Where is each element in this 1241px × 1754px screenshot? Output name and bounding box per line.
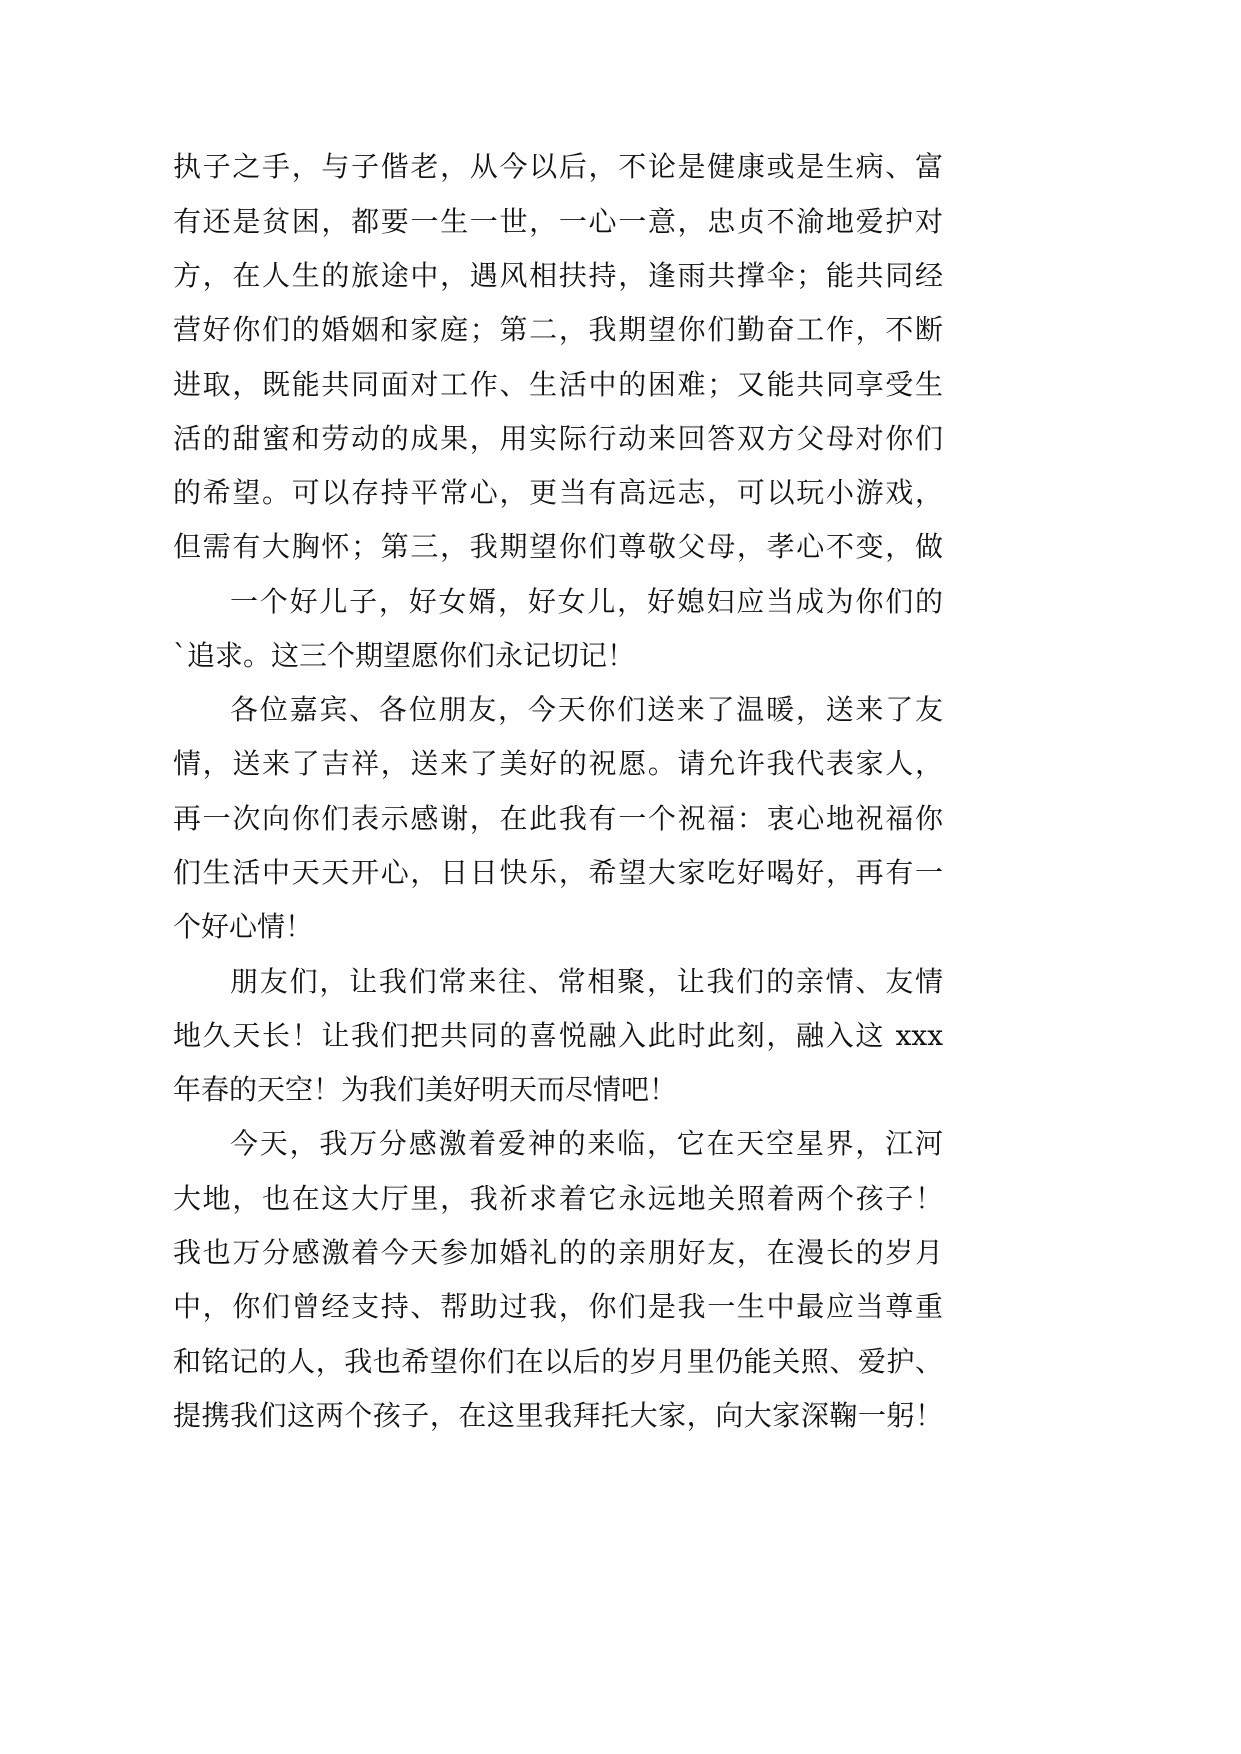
text-line: 再一次向你们表示感谢，在此我有一个祝福：衷心地祝福你	[173, 802, 943, 835]
text-line: 但需有大胸怀；第三，我期望你们尊敬父母，孝心不变，做	[173, 530, 943, 563]
text-line: 情，送来了吉祥，送来了美好的祝愿。请允许我代表家人，	[173, 747, 943, 780]
text-line: 地久天长！让我们把共同的喜悦融入此时此刻，融入这 xxx	[173, 1019, 943, 1052]
text-line: 大地，也在这大厅里，我祈求着它永远地关照着两个孩子！	[173, 1182, 943, 1215]
text-line: 和铭记的人，我也希望你们在以后的岁月里仍能关照、爱护、	[173, 1345, 943, 1378]
text-line: 一个好儿子，好女婿，好女儿，好媳妇应当成为你们的	[230, 585, 943, 618]
paragraph-first-line: 朋友们，让我们常来往、常相聚，让我们的亲情、友情	[230, 965, 943, 998]
text-line: 年春的天空！为我们美好明天而尽情吧！	[173, 1073, 678, 1106]
text-line: 执子之手，与子偕老，从今以后，不论是健康或是生病、富	[173, 150, 943, 183]
text-line: `追求。这三个期望愿你们永记切记！	[173, 639, 636, 672]
text-line: 进取，既能共同面对工作、生活中的困难；又能共同享受生	[173, 368, 943, 401]
text-line: 营好你们的婚姻和家庭；第二，我期望你们勤奋工作，不断	[173, 313, 943, 346]
text-line: 活的甜蜜和劳动的成果，用实际行动来回答双方父母对你们	[173, 422, 943, 455]
text-line: 方，在人生的旅途中，遇风相扶持，逢雨共撑伞；能共同经	[173, 259, 943, 292]
text-line: 们生活中天天开心，日日快乐，希望大家吃好喝好，再有一	[173, 856, 943, 889]
text-line: 提携我们这两个孩子，在这里我拜托大家，向大家深鞠一躬！	[173, 1399, 943, 1432]
text-line: 中，你们曾经支持、帮助过我，你们是我一生中最应当尊重	[173, 1290, 943, 1323]
text-line: 的希望。可以存持平常心，更当有高远志，可以玩小游戏，	[173, 476, 943, 509]
paragraph-first-line: 今天，我万分感激着爱神的来临，它在天空星界，江河	[230, 1127, 943, 1160]
text-line: 我也万分感激着今天参加婚礼的的亲朋好友，在漫长的岁月	[173, 1236, 943, 1269]
paragraph-first-line: 各位嘉宾、各位朋友，今天你们送来了温暖，送来了友	[230, 693, 943, 726]
text-line: 个好心情！	[173, 910, 314, 943]
text-line: 有还是贫困，都要一生一世，一心一意，忠贞不渝地爱护对	[173, 205, 943, 238]
